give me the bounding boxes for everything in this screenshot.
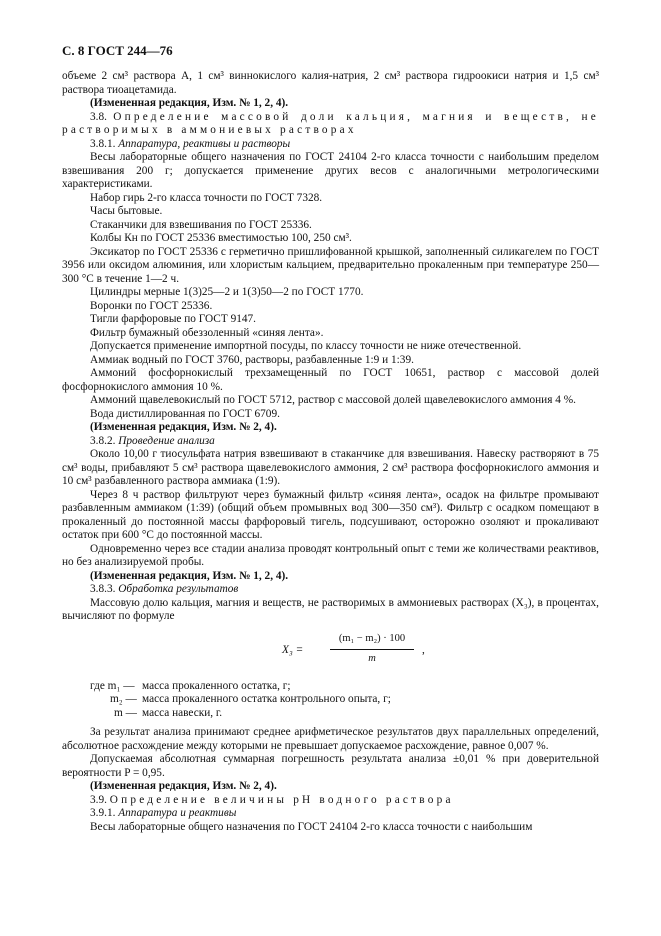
paragraph: Стаканчики для взвешивания по ГОСТ 25336.	[90, 218, 312, 231]
paragraph: Фильтр бумажный обеззоленный «синяя лента».	[90, 326, 324, 339]
section-title: Определение массовой доли кальция, магния и веществ, не растворимых в аммониевых растворах	[62, 110, 599, 136]
paragraph: Цилиндры мерные 1(3)25—2 и 1(3)50—2 по ГОСТ 1770.	[90, 286, 364, 298]
subsection-title: Обработка результатов	[118, 583, 239, 595]
variable-definitions	[62, 680, 599, 721]
subsection-number: 3.8.3.	[90, 583, 116, 595]
definition-text: масса прокаленного остатка контрольного опыта, г;	[142, 693, 391, 705]
definition-label: m —	[114, 706, 137, 719]
formula-denominator: m	[368, 652, 376, 664]
subsection-number: 3.8.2.	[90, 434, 116, 447]
paragraph: Аммиак водный по ГОСТ 3760, растворы, разбавленные 1:9 и 1:39.	[90, 353, 414, 366]
paragraph: Набор гирь 2-го класса точности по ГОСТ 7328.	[90, 191, 323, 204]
paragraph: Аммоний щавелевокислый по ГОСТ 5712, раствор с массовой долей щавелевокислого аммония 4 %.	[90, 394, 576, 406]
section-heading-3-8	[62, 111, 599, 138]
subsection-heading-3-8-2	[62, 435, 599, 449]
section-title: Определение величины pH водного раствора	[109, 793, 454, 806]
definition-row	[62, 693, 599, 707]
formula-numerator: (m₁ − m₂) · 100	[338, 632, 406, 644]
document-body	[62, 70, 599, 834]
definition-label: где m₁ —	[90, 679, 135, 692]
paragraph: За результат анализа принимают среднее арифметическое результатов двух параллельных определений, абсолютное расхождение между которыми не превышает допускаемое расхождение, равное 0,007 %.	[62, 726, 599, 752]
paragraph: Допускаемая абсолютная суммарная погрешность результата анализа ±0,01 % при доверительной вероятности P = 0,95.	[62, 753, 599, 779]
definition-text: масса прокаленного остатка, г;	[142, 679, 291, 692]
subsection-heading-3-8-3	[62, 583, 599, 597]
subsection-title: Проведение анализа	[118, 434, 215, 447]
definition-row	[62, 680, 599, 694]
paragraph: Весы лабораторные общего назначения по ГОСТ 24104 2-го класса точности с наибольшим	[90, 820, 533, 833]
paragraph: Аммоний фосфорнокислый трехзамещенный по ГОСТ 10651, раствор с массовой долей фосфорнокислого аммония 10 %.	[62, 367, 599, 393]
paragraph: Через 8 ч раствор фильтруют через бумажный фильтр «синяя лента», осадок на фильтре промывают разбавленным аммиаком (1:39) (общий объем промывных вод 300—350 см³). Фильтр с осадком помещают в прокаленный до постоянной массы фарфоровый тигель, подсушивают, осторожно озоляют и прокаливают остаток при 600 °С до постоянной массы.	[62, 488, 599, 541]
paragraph: Массовую долю кальция, магния и веществ, не растворимых в аммониевых растворах (X₃), в процентах, вычисляют по формуле	[62, 596, 599, 622]
fraction-bar	[330, 649, 414, 650]
subsection-title: Аппаратура и реактивы	[118, 807, 237, 819]
paragraph: Одновременно через все стадии анализа проводят контрольный опыт с теми же количествами реактивов, но без анализируемой пробы.	[62, 542, 599, 568]
formula-lhs: X₃ =	[282, 643, 304, 656]
paragraph: Около 10,00 г тиосульфата натрия взвешивают в стаканчике для взвешивания. Навеску растворяют в 75 см³ воды, прибавляют 5 см³ раствора щавелевокислого аммония, 2 см³ раствора фосфорнокислого аммония и 10 см³ разбавленного раствора аммиака (1:9).	[62, 448, 599, 487]
paragraph: Воронки по ГОСТ 25336.	[90, 299, 213, 312]
paragraph: Часы бытовые.	[90, 205, 163, 217]
section-number: 3.9.	[90, 793, 107, 806]
section-number: 3.8.	[90, 110, 107, 123]
amendment-note: (Измененная редакция, Изм. № 2, 4).	[90, 421, 277, 433]
definition-text: масса навески, г.	[142, 706, 223, 719]
section-heading-3-9	[62, 794, 599, 808]
paragraph: Вода дистиллированная по ГОСТ 6709.	[90, 407, 280, 420]
formula-x3	[62, 628, 599, 674]
paragraph: Колбы Кн по ГОСТ 25336 вместимостью 100, 250 см³.	[90, 232, 352, 244]
paragraph: объеме 2 см³ раствора А, 1 см³ виннокислого калия-натрия, 2 см³ раствора гидроокиси натрия и 1,5 см³ раствора тиоацетамида.	[62, 70, 599, 96]
formula-tail: ,	[422, 643, 425, 656]
amendment-note: (Измененная редакция, Изм. № 1, 2, 4).	[90, 569, 289, 582]
paragraph: Весы лабораторные общего назначения по ГОСТ 24104 2-го класса точности с наибольшим пределом взвешивания 200 г; допускается применение других весов с аналогичными метрологическими характеристиками.	[62, 151, 599, 190]
page-header: С. 8 ГОСТ 244—76	[62, 43, 173, 58]
definition-row	[62, 707, 599, 721]
paragraph: Допускается применение импортной посуды, по классу точности не ниже отечественной.	[90, 340, 522, 352]
subsection-number: 3.9.1.	[90, 807, 116, 819]
definition-label: m₂ —	[110, 693, 137, 705]
subsection-heading-3-9-1	[62, 807, 599, 821]
subsection-title: Аппаратура, реактивы и растворы	[118, 137, 291, 150]
paragraph: Эксикатор по ГОСТ 25336 с герметично пришлифованной крышкой, заполненный силикагелем по ГОСТ 3956 или оксидом алюминия, или хлористым кальцием, предварительно прокаленным при температуре 250—300 °С в течение 1—2 ч.	[62, 245, 599, 285]
amendment-note: (Измененная редакция, Изм. № 2, 4).	[90, 780, 277, 792]
amendment-note: (Измененная редакция, Изм. № 1, 2, 4).	[90, 97, 289, 109]
paragraph: Тигли фарфоровые по ГОСТ 9147.	[90, 313, 256, 325]
subsection-number: 3.8.1.	[90, 137, 116, 150]
subsection-heading-3-8-1	[62, 138, 599, 152]
